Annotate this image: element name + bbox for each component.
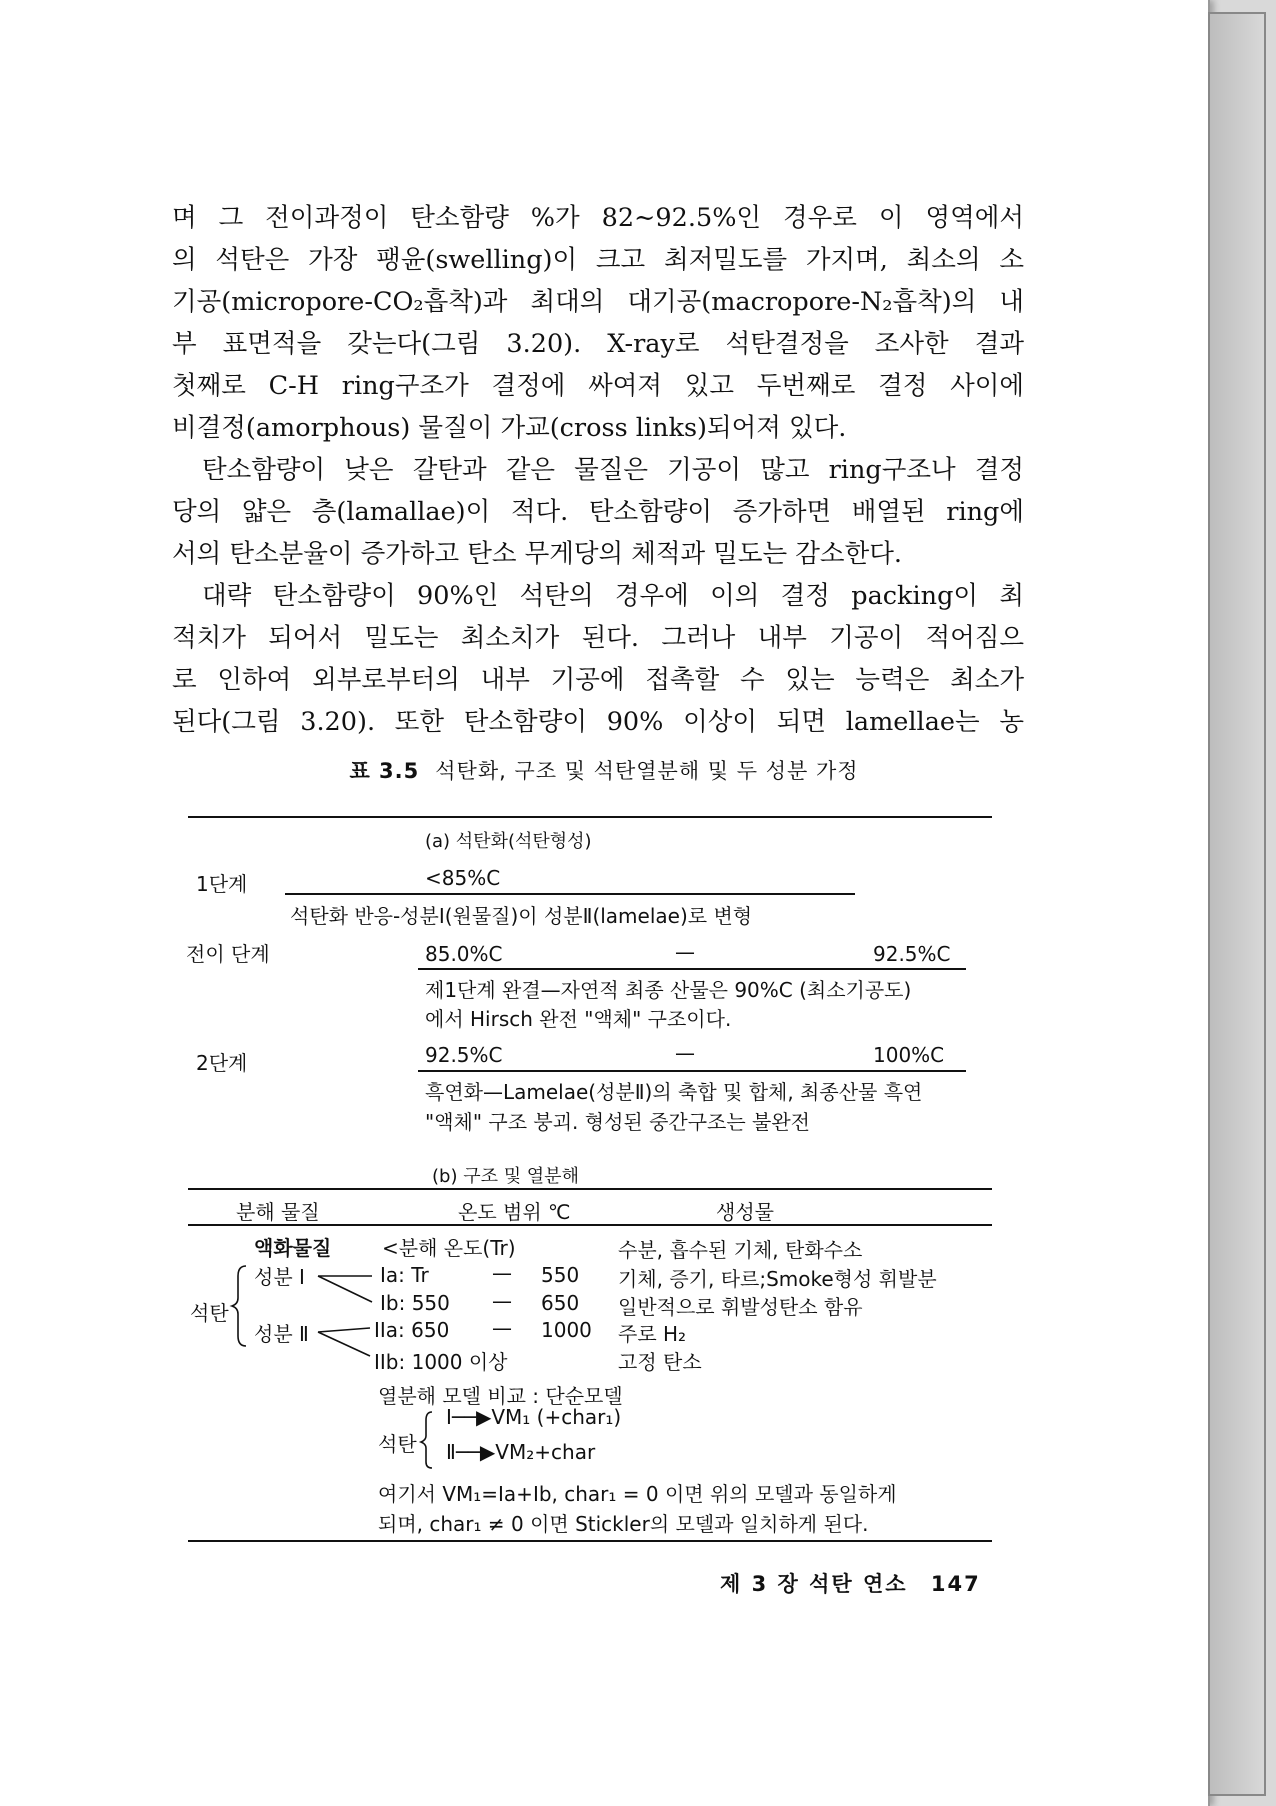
stage1-value: <85%C bbox=[425, 866, 501, 890]
body-line-7: 탄소함량이 낮은 갈탄과 같은 물질은 기공이 많고 ring구조나 결정 bbox=[202, 455, 1024, 485]
transition-to: 92.5%C bbox=[873, 942, 951, 966]
body-line-6: 비결정(amorphous) 물질이 가교(cross links)되어져 있다. bbox=[172, 413, 847, 443]
body-line-9: 서의 탄소분율이 증가하고 탄소 무게당의 체적과 밀도는 감소한다. bbox=[172, 539, 902, 569]
table-number: 표 3.5 bbox=[349, 759, 420, 783]
model-brace bbox=[421, 1412, 432, 1468]
header-decomposition: 분해 물질 bbox=[236, 1200, 320, 1224]
table-title: 석탄화, 구조 및 석탄열분해 및 두 성분 가정 bbox=[435, 759, 859, 783]
body-line-1: 며 그 전이과정이 탄소함량 %가 82∼92.5%인 경우로 이 영역에서 bbox=[172, 203, 1024, 233]
model-line-2: Ⅱ──▶VM₂+char bbox=[446, 1440, 596, 1464]
row-1-product: 기체, 증기, 타르;Smoke형성 휘발분 bbox=[618, 1267, 937, 1291]
transition-label: 전이 단계 bbox=[186, 942, 270, 966]
coal-label: 석탄 bbox=[190, 1301, 229, 1325]
page-footer bbox=[720, 1568, 981, 1598]
stage2-dash: — bbox=[675, 1041, 695, 1065]
row-2-product: 일반적으로 휘발성탄소 함유 bbox=[618, 1295, 863, 1319]
body-line-11: 적치가 되어서 밀도는 최소치가 된다. 그러나 내부 기공이 적어짐으 bbox=[172, 623, 1024, 653]
header-products: 생성물 bbox=[716, 1200, 774, 1224]
stage2-label: 2단계 bbox=[196, 1051, 248, 1075]
body-line-2: 의 석탄은 가장 팽윤(swelling)이 크고 최저밀도를 가지며, 최소의 소 bbox=[172, 245, 1024, 275]
row-3-temp: 1000 bbox=[541, 1318, 592, 1342]
footer-page-number: 147 bbox=[930, 1572, 981, 1596]
row-2-name: Ib: 550 bbox=[380, 1291, 450, 1315]
model-title: 열분해 모델 비교 : 단순모델 bbox=[378, 1384, 623, 1408]
section-a-title: (a) 석탄화(석탄형성) bbox=[425, 831, 592, 852]
stage2-to: 100%C bbox=[873, 1043, 945, 1067]
row-4-product: 고정 탄소 bbox=[618, 1350, 702, 1374]
transition-note-1: 제1단계 완결—자연적 최종 산물은 90%C (최소기공도) bbox=[425, 978, 912, 1002]
body-line-3: 기공(micropore-CO₂흡착)과 최대의 대기공(macropore-N₂흡착)의 내 bbox=[172, 287, 1024, 317]
page-edge-strip bbox=[1208, 12, 1266, 1796]
coal-brace bbox=[232, 1266, 246, 1346]
stage2-note-2: "액체" 구조 붕괴. 형성된 중간구조는 불완전 bbox=[425, 1110, 810, 1134]
body-line-8: 당의 얇은 층(lamallae)이 적다. 탄소함량이 증가하면 배열된 ring에 bbox=[172, 497, 1024, 527]
body-line-13: 된다(그림 3.20). 또한 탄소함량이 90% 이상이 되면 lamellae는 농 bbox=[172, 707, 1024, 737]
header-temperature: 온도 범위 ℃ bbox=[458, 1200, 571, 1224]
model-line-1: Ⅰ──▶VM₁ (+char₁) bbox=[446, 1405, 622, 1429]
row-3-name: IIa: 650 bbox=[374, 1318, 450, 1342]
body-line-4: 부 표면적을 갖는다(그림 3.20). X-ray로 석탄결정을 조사한 결과 bbox=[172, 329, 1024, 359]
row-1-temp: 550 bbox=[541, 1263, 580, 1287]
row-3-dash: — bbox=[492, 1316, 512, 1340]
stage2-from: 92.5%C bbox=[425, 1043, 503, 1067]
row-1-name: Ia: Tr bbox=[380, 1263, 429, 1287]
transition-note-2: 에서 Hirsch 완전 "액체" 구조이다. bbox=[425, 1007, 732, 1031]
component-1-label: 성분 Ⅰ bbox=[254, 1265, 305, 1289]
component-2-label: 성분 Ⅱ bbox=[254, 1322, 309, 1346]
row-2-temp: 650 bbox=[541, 1291, 580, 1315]
row-1-dash: — bbox=[492, 1261, 512, 1285]
model-coal-label: 석탄 bbox=[378, 1432, 417, 1456]
body-line-10: 대략 탄소함량이 90%인 석탄의 경우에 이의 결정 packing이 최 bbox=[202, 581, 1024, 611]
row-2-dash: — bbox=[492, 1289, 512, 1313]
stage1-reaction: 석탄화 반응-성분Ⅰ(원물질)이 성분Ⅱ(lamelae)로 변형 bbox=[290, 904, 753, 928]
transition-dash: — bbox=[675, 940, 695, 964]
body-line-5: 첫째로 C-H ring구조가 결정에 싸여져 있고 두번째로 결정 사이에 bbox=[172, 371, 1024, 401]
stage1-label: 1단계 bbox=[196, 872, 248, 896]
footer-chapter: 제 3 장 석탄 연소 bbox=[720, 1572, 908, 1596]
component-1-branch bbox=[318, 1276, 372, 1302]
section-b-title: (b) 구조 및 열분해 bbox=[432, 1166, 579, 1187]
stage2-note-1: 흑연화—Lamelae(성분Ⅱ)의 축합 및 합체, 최종산물 흑연 bbox=[425, 1080, 923, 1104]
liquid-temp: <분해 온도(Tr) bbox=[382, 1236, 516, 1260]
note-line-1: 여기서 VM₁=Ia+Ib, char₁ = 0 이면 위의 모델과 동일하게 bbox=[378, 1482, 897, 1506]
liquid-product: 수분, 흡수된 기체, 탄화수소 bbox=[618, 1238, 863, 1262]
transition-from: 85.0%C bbox=[425, 942, 503, 966]
component-2-branch bbox=[318, 1328, 370, 1356]
liquid-label: 액화물질 bbox=[254, 1236, 332, 1260]
row-3-product: 주로 H₂ bbox=[618, 1322, 687, 1346]
row-4-name: IIb: 1000 이상 bbox=[374, 1350, 508, 1374]
note-line-2: 되며, char₁ ≠ 0 이면 Stickler의 모델과 일치하게 된다. bbox=[378, 1512, 869, 1536]
body-line-12: 로 인하여 외부로부터의 내부 기공에 접촉할 수 있는 능력은 최소가 bbox=[172, 665, 1024, 695]
